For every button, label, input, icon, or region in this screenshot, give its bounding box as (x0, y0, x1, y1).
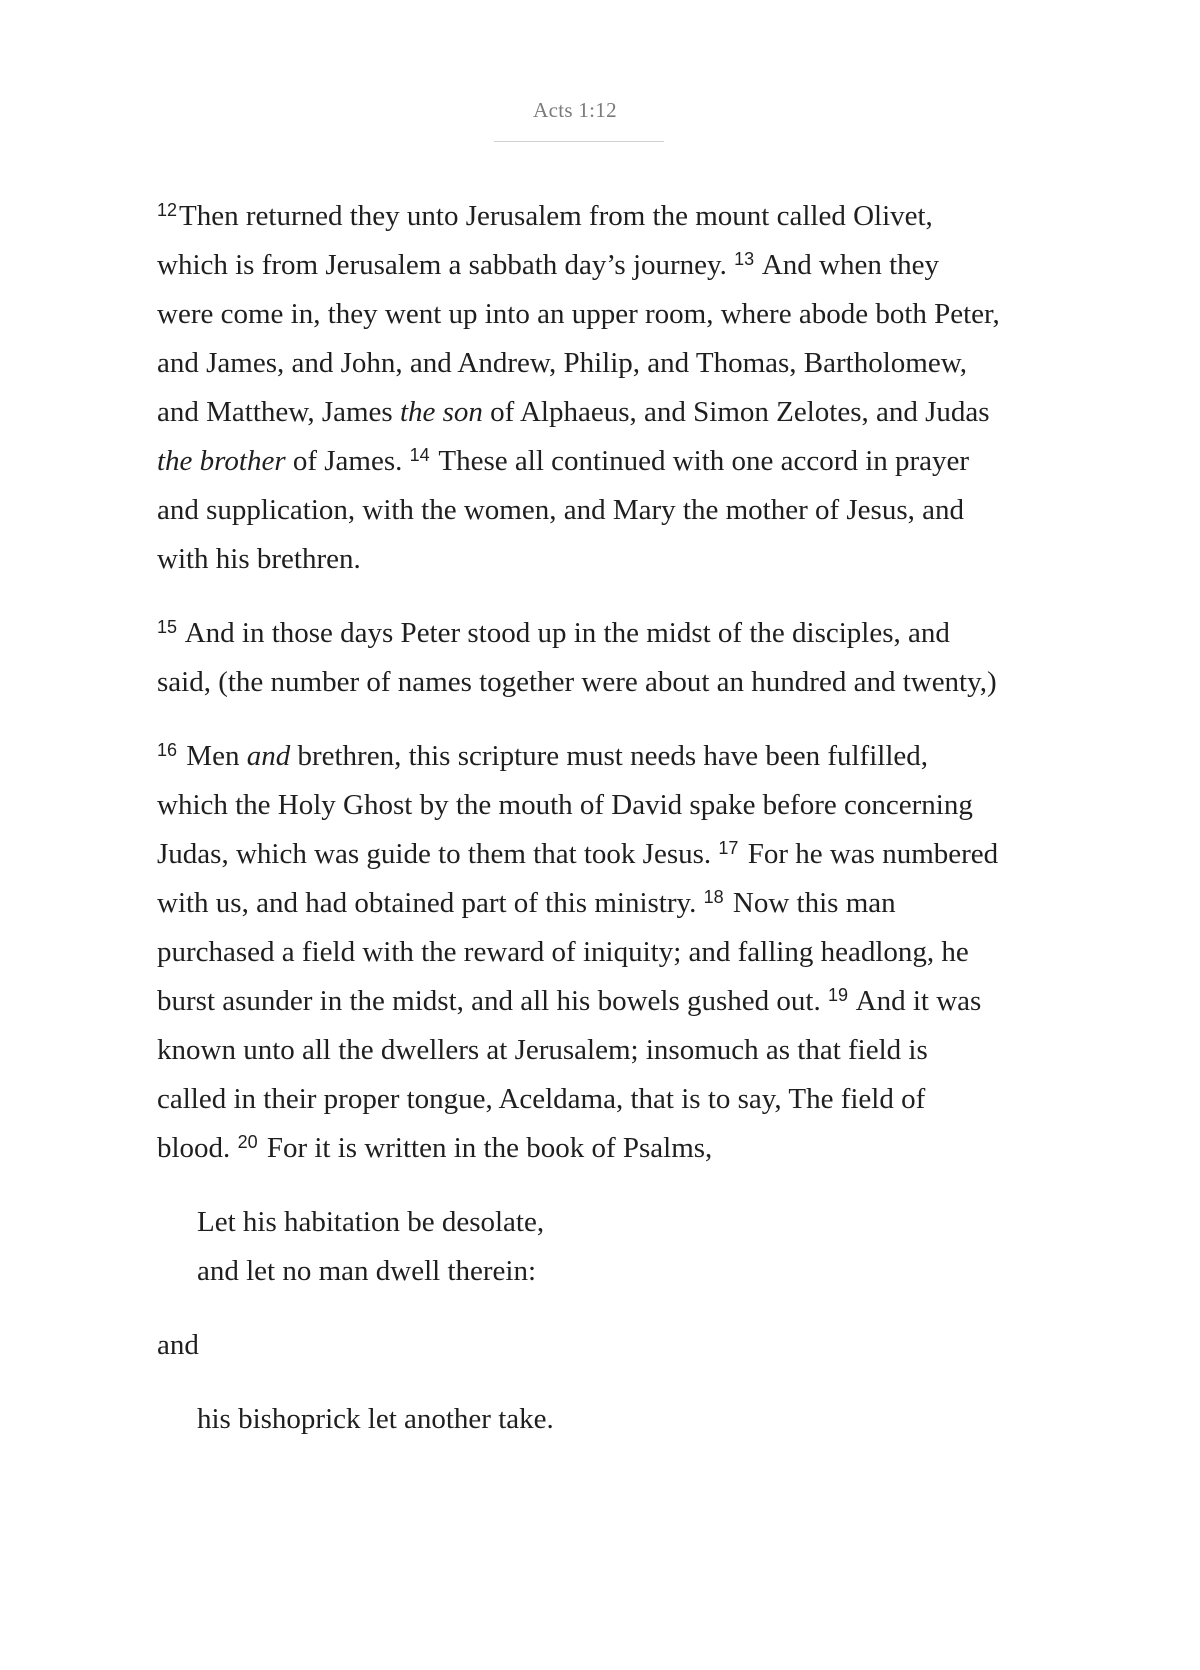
verse-17-text: For he was numbered with us, and had obtained part of this ministry. (157, 838, 999, 919)
poetry-quote-1 (197, 1198, 1002, 1296)
verse-number-13: 13 (734, 249, 755, 269)
paragraph-2 (157, 609, 1002, 707)
connector-text: and (157, 1329, 199, 1361)
verse-13-italic-2: the brother (157, 445, 286, 477)
verse-13-italic-1: the son (399, 396, 483, 428)
verse-12-text: Then returned they unto Jerusalem from the mount called Olivet, which is from Jerusalem a sabbath day’s journey. (157, 200, 933, 281)
header-divider (494, 141, 664, 142)
verse-number-19: 19 (827, 985, 848, 1005)
quote-1-line-1: Let his habitation be desolate, (197, 1206, 545, 1238)
verse-18-text: Now this man purchased a field with the reward of iniquity; and falling headlong, he burst asunder in the midst, and all his bowels gushed out. (157, 887, 969, 1017)
verse-13-text-b: of Alphaeus, and Simon Zelotes, and Judas (490, 396, 990, 428)
verse-16-text-a: Men (186, 740, 240, 772)
verse-number-20: 20 (237, 1132, 258, 1152)
verse-16-italic: and (246, 740, 291, 772)
verse-number-12: 12 (157, 200, 178, 220)
verse-13-text-a: And when they were come in, they went up into an upper room, where abode both Peter, and James, and John, and Andrew, Philip, and Thomas, Bartholomew, and Matthew, James (157, 249, 1000, 428)
running-title: Acts 1:12 (533, 98, 617, 122)
verse-15-text: And in those days Peter stood up in the midst of the disciples, and said, (the number of names together were about an hundred and twenty,) (157, 617, 997, 698)
quote-1-line-2: and let no man dwell therein: (197, 1255, 537, 1287)
verse-20-text: For it is written in the book of Psalms, (266, 1132, 713, 1164)
verse-14-text: These all continued with one accord in prayer and supplication, with the women, and Mary the mother of Jesus, and with his brethren. (157, 445, 970, 575)
verse-16-text-b: brethren, this scripture must needs have been fulfilled, which the Holy Ghost by the mouth of David spake before concerning Judas, which was guide to them that took Jesus. (157, 740, 973, 870)
verse-19-text: And it was known unto all the dwellers at Jerusalem; insomuch as that field is called in their proper tongue, Aceldama, that is to say, The field of blood. (157, 985, 982, 1164)
verse-number-15: 15 (157, 617, 178, 637)
verse-13-text-c: of James. (292, 445, 403, 477)
verse-number-17: 17 (718, 838, 739, 858)
quote-2-line-1: his bishoprick let another take. (197, 1403, 554, 1435)
scripture-passage (157, 192, 1002, 1469)
paragraph-3 (157, 732, 1002, 1173)
poetry-quote-2 (197, 1395, 1002, 1444)
paragraph-1 (157, 192, 1002, 584)
verse-number-16: 16 (157, 740, 178, 760)
verse-number-14: 14 (409, 445, 430, 465)
verse-number-18: 18 (703, 887, 724, 907)
